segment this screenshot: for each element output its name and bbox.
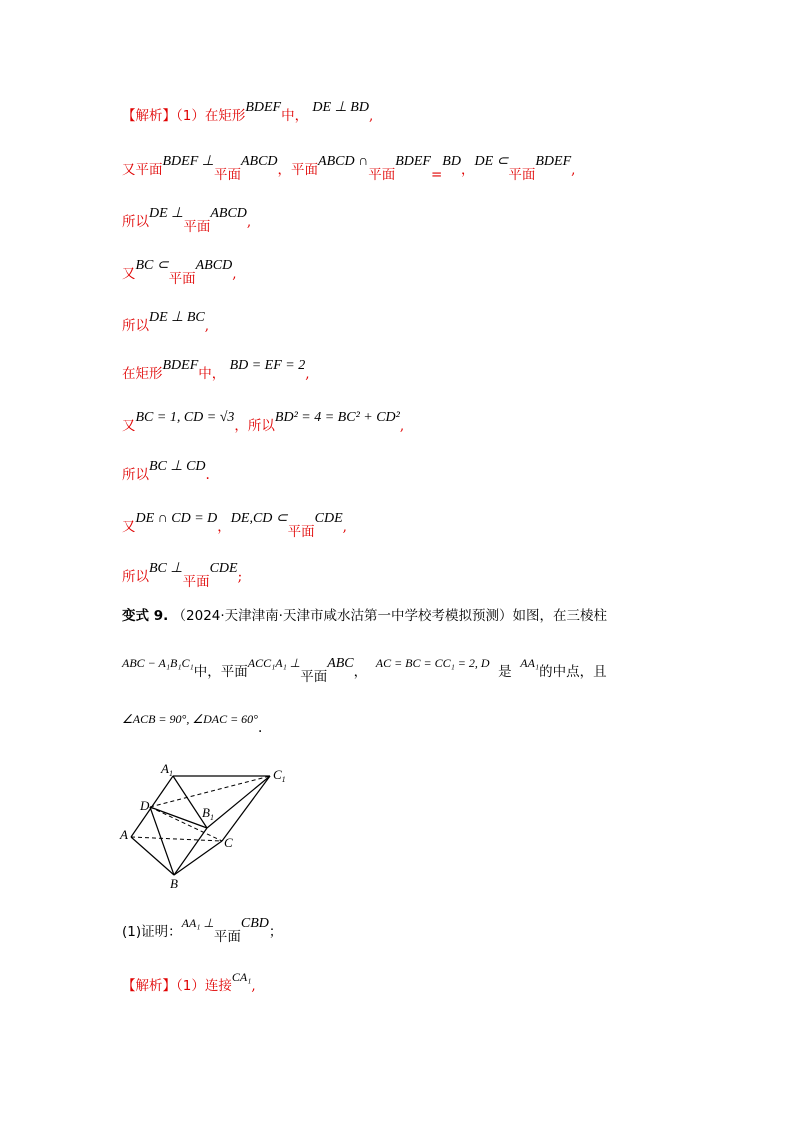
problem-line-3: ∠ACB = 90°, ∠DAC = 60°. [122, 712, 263, 736]
label-B1: $B_1$ [202, 805, 214, 822]
solution-line-5: 所以DE ⊥ BC, [122, 310, 210, 334]
problem-heading: 变式 9. （2024·天津津南·天津市咸水沽第一中学校考模拟预测）如图，在三棱柱 [122, 608, 607, 624]
solution-line-6: 在矩形BDEF中， BD = EF = 2, [122, 358, 310, 382]
solution-line-10: 所以BC ⊥平面CDE; [122, 561, 243, 590]
solution-line-7: 又BC = 1, CD = √3，所以BD² = 4 = BC² + CD², [122, 410, 405, 434]
solution-line-4: 又BC ⊂平面ABCD, [122, 258, 237, 287]
problem-line-2: ABC − A₁B₁C₁中，平面ACC₁A₁ ⊥平面ABC， AC = BC = CC₁ = 2, D 是 AA₁的中点，且 [122, 656, 607, 685]
prism-figure [110, 755, 310, 895]
question-1: (1)证明：AA₁ ⊥平面CBD； [122, 916, 283, 945]
solution-2-line-1: 【解析】（1）连接CA₁, [122, 970, 256, 994]
label-C1: $C_1$ [273, 767, 286, 784]
solution-line-3: 所以DE ⊥平面ABCD, [122, 206, 252, 235]
label-A1: $A_1$ [161, 761, 173, 778]
label-A: A [120, 827, 128, 842]
label-D: D [140, 798, 150, 813]
solution-line-8: 所以BC ⊥ CD. [122, 459, 210, 483]
label-C: C [224, 835, 233, 850]
solution-line-9: 又DE ∩ CD = D，DE,CD ⊂平面CDE, [122, 511, 347, 540]
solution-line-1: 【解析】（1）在矩形BDEF中， DE ⊥ BD, [122, 100, 374, 124]
solution-line-2: 又平面BDEF ⊥平面ABCD，平面ABCD ∩平面BDEF=BD，DE ⊂平面BDEF, [122, 154, 576, 183]
label-B: B [170, 876, 178, 891]
